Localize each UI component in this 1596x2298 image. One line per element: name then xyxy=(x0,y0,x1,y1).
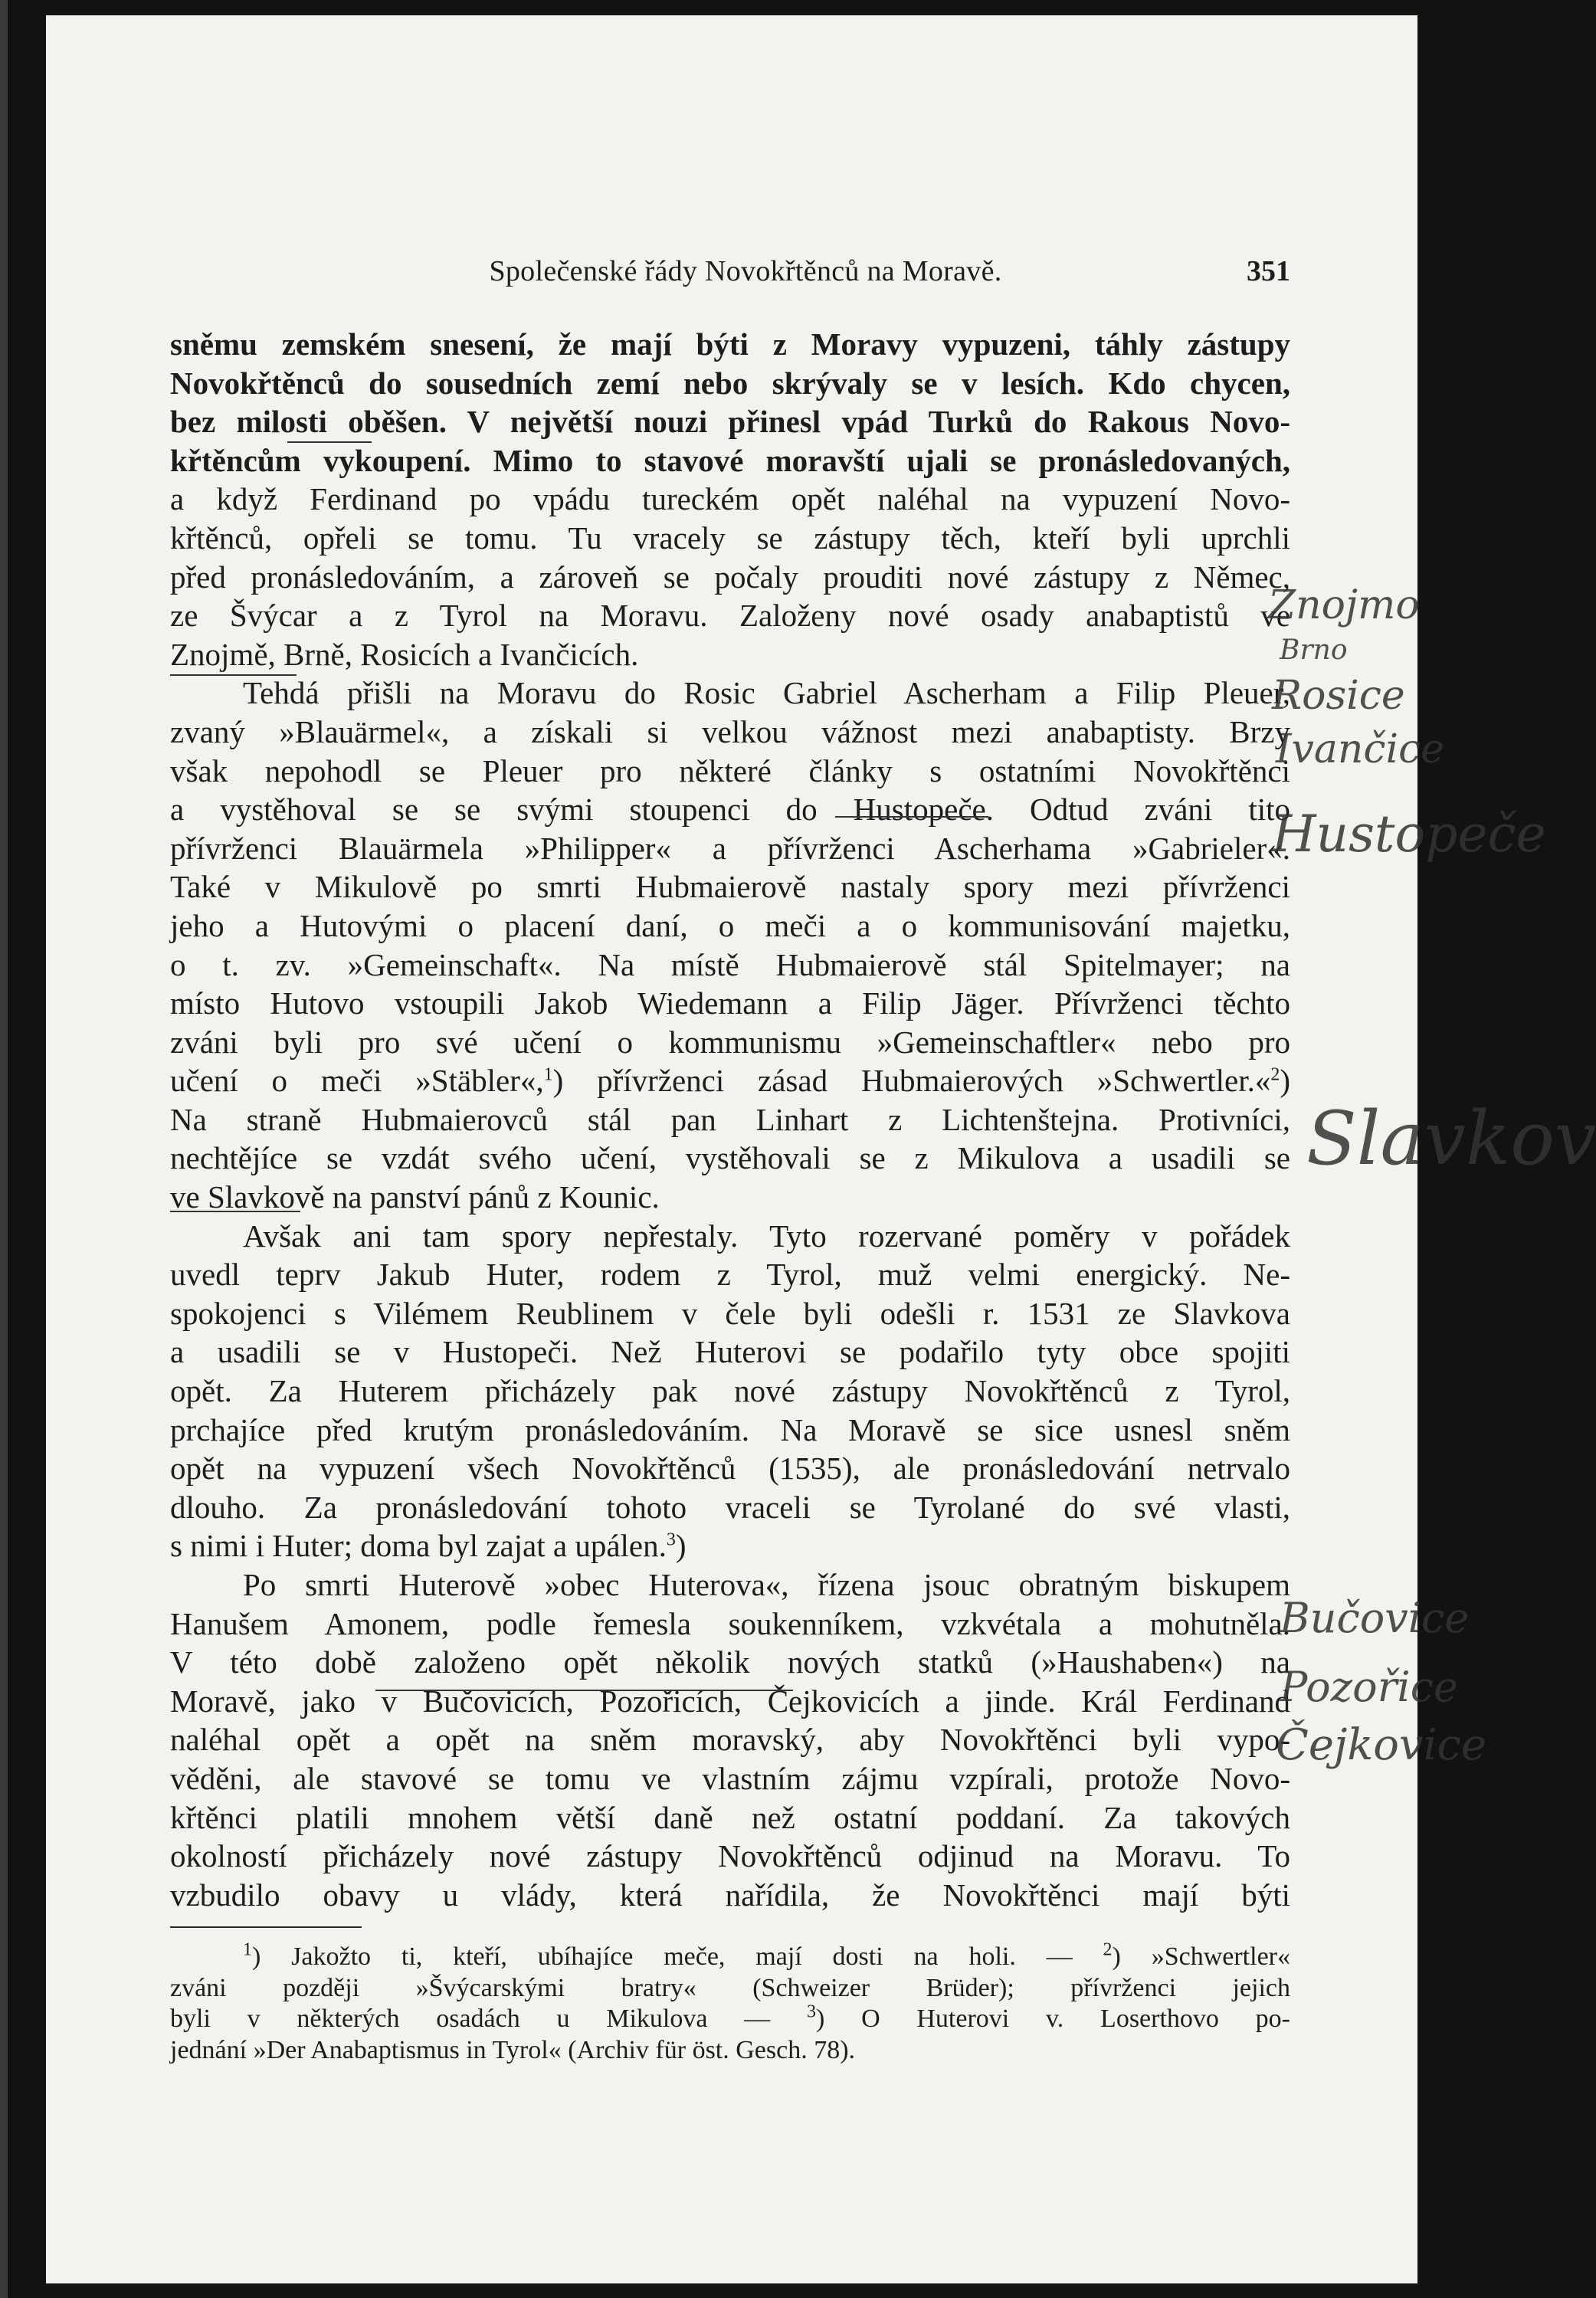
text-line xyxy=(170,519,1290,558)
text-run: sněmu zemském snesení, že mají býti z Moravy vypuzeni, táhly zástupy xyxy=(170,326,1290,362)
margin-note: Znojmo xyxy=(1268,582,1420,628)
text-line xyxy=(170,1217,1290,1256)
text-line xyxy=(170,752,1290,791)
text-line xyxy=(170,1294,1290,1333)
text-line xyxy=(170,1411,1290,1450)
margin-note: Rosice xyxy=(1272,673,1405,719)
text-line xyxy=(170,635,1290,674)
text-run: před pronásledováním, a zároveň se počaly prouditi nové zástupy z Němec, xyxy=(170,559,1290,595)
text-run: s nimi i Huter; doma byl zajat a upálen. xyxy=(170,1528,667,1564)
text-run: prchajíce před krutým pronásledováním. Na Moravě se sice usnesl sněm xyxy=(170,1411,1290,1447)
margin-note: Bučovice xyxy=(1280,1594,1470,1642)
footnote-rule xyxy=(170,1926,362,1928)
margin-note: Slavkov xyxy=(1306,1096,1596,1182)
page-number: 351 xyxy=(1247,255,1290,287)
text-run: ) xyxy=(675,1528,687,1564)
text-run: a vystěhoval se se svými stoupenci do Hustopeče. Odtud zváni tito xyxy=(170,792,1290,828)
text-line xyxy=(170,1061,1290,1100)
text-line xyxy=(170,713,1290,752)
text-line xyxy=(170,1488,1290,1527)
margin-note: Čejkovice xyxy=(1276,1720,1487,1770)
text-run: o t. zv. »Gemeinschaft«. Na místě Hubmaierově stál Spitelmayer; na xyxy=(170,946,1290,982)
text-line xyxy=(170,946,1290,985)
text-run: jeho a Hutovými o placení daní, o meči a o kommunisování majetku, xyxy=(170,907,1290,943)
pencil-underline xyxy=(287,441,372,443)
text-line xyxy=(170,1139,1290,1178)
text-run: a když Ferdinand po vpádu tureckém opět naléhal na vypuzení Novo- xyxy=(170,481,1290,517)
text-block xyxy=(170,254,1290,2066)
text-run: křtěnci platili mnohem větší daně než ostatní poddaní. Za takových xyxy=(170,1799,1290,1835)
text-line xyxy=(170,441,1290,480)
text-run: ) O Huterovi v. Loserthovo po- xyxy=(815,2005,1290,2034)
text-run: uvedl teprv Jakub Huter, rodem z Tyrol, muž velmi energický. Ne- xyxy=(170,1257,1290,1293)
text-line xyxy=(170,1449,1290,1488)
text-run: Hanušem Amonem, podle řemesla soukenníkem, vzkvétala a mohutněla. xyxy=(170,1605,1290,1641)
footnote-ref: 3 xyxy=(806,2002,816,2023)
text-run: však nepohodl se Pleuer pro některé články s ostatními Novokřtěnci xyxy=(170,752,1290,788)
text-run: ze Švýcar a z Tyrol na Moravu. Založeny nové osady anabaptistů ve xyxy=(170,598,1290,634)
text-line xyxy=(170,829,1290,868)
text-run: naléhal opět a opět na sněm moravský, aby Novokřtěnci byli vypo- xyxy=(170,1722,1290,1758)
book-page xyxy=(46,15,1596,2283)
text-run: zvaný »Blauärmel«, a získali si velkou vážnost mezi anabaptisty. Brzy xyxy=(170,713,1290,749)
text-line xyxy=(170,402,1290,441)
text-run: zváni později »Švýcarskými bratry« (Schweizer Brüder); přívrženci jejich xyxy=(170,1973,1290,2002)
text-run: jednání »Der Anabaptismus in Tyrol« (Archiv für öst. Gesch. 78). xyxy=(170,2035,856,2064)
text-line xyxy=(170,1178,1290,1217)
text-line xyxy=(170,1837,1290,1876)
running-head-title: Společenské řády Novokřtěnců na Moravě. xyxy=(489,255,1002,287)
text-line xyxy=(170,1876,1290,1915)
text-run: okolností přicházely nové zástupy Novokřtěnců odjinud na Moravu. To xyxy=(170,1838,1290,1874)
running-head xyxy=(170,254,1290,300)
footnote-ref: 2 xyxy=(1103,1940,1113,1961)
text-run: V této době založeno opět několik nových statků (»Haushaben«) na xyxy=(170,1644,1290,1680)
text-run: Tehdá přišli na Moravu do Rosic Gabriel Ascherham a Filip Pleuer, xyxy=(243,675,1290,711)
footnote-line xyxy=(170,1942,1290,1973)
text-line xyxy=(170,480,1290,519)
text-line xyxy=(170,558,1290,597)
text-run: a usadili se v Hustopeči. Než Huterovi se podařilo tyty obce spojiti xyxy=(170,1334,1290,1370)
text-line xyxy=(170,1333,1290,1372)
text-line xyxy=(170,596,1290,635)
text-line xyxy=(170,1643,1290,1682)
text-line xyxy=(170,1798,1290,1837)
footnote-line xyxy=(170,1973,1290,2005)
margin-note: Brno xyxy=(1280,634,1348,666)
text-run: učení o meči »Stäbler«, xyxy=(170,1063,544,1099)
text-run: přívrženci Blauärmela »Philipper« a přívrženci Ascherhama »Gabrieler«. xyxy=(170,830,1290,866)
text-run: ) Jakožto ti, kteří, ubíhajíce meče, mají dosti na holi. — xyxy=(252,1942,1103,1972)
text-line xyxy=(170,906,1290,946)
text-run: Moravě, jako v Bučovicích, Pozořicích, Čejkovicích a jinde. Král Ferdinand xyxy=(170,1683,1290,1719)
text-line xyxy=(170,1255,1290,1294)
text-line xyxy=(170,674,1290,713)
text-line xyxy=(170,1100,1290,1139)
text-run: bez milosti oběšen. V největší nouzi přinesl vpád Turků do Rakous Novo- xyxy=(170,404,1290,440)
footnotes xyxy=(170,1942,1290,2066)
text-line xyxy=(170,1023,1290,1062)
text-line xyxy=(170,325,1290,364)
text-run: Na straně Hubmaierovců stál pan Linhart z Lichtenštejna. Protivníci, xyxy=(170,1101,1290,1137)
text-run: byli v některých osadách u Mikulova — xyxy=(170,2005,807,2034)
text-run: místo Hutovo vstoupili Jakob Wiedemann a Filip Jäger. Přívrženci těchto xyxy=(170,985,1290,1021)
margin-note: Hustopeče xyxy=(1272,805,1546,864)
margin-note: Pozořice xyxy=(1280,1663,1458,1711)
text-line xyxy=(170,364,1290,403)
text-run: ) xyxy=(1280,1063,1290,1099)
footnote-ref: 3 xyxy=(666,1529,676,1550)
text-line xyxy=(170,1759,1290,1798)
text-run: Po smrti Huterově »obec Huterova«, řízena jsouc obratným biskupem xyxy=(243,1567,1290,1602)
text-line xyxy=(170,1526,1290,1565)
pencil-underline xyxy=(170,1211,300,1212)
text-line xyxy=(170,1565,1290,1605)
pencil-underline xyxy=(375,1690,793,1691)
footnote-line xyxy=(170,2035,1290,2067)
margin-note: Ivančice xyxy=(1276,726,1445,772)
text-run: nechtějíce se vzdát svého učení, vystěhovali se z Mikulova a usadili se xyxy=(170,1140,1290,1176)
footnote-ref: 1 xyxy=(543,1064,553,1085)
text-run: ) přívrženci zásad Hubmaierových »Schwertler.« xyxy=(552,1063,1271,1099)
text-line xyxy=(170,1682,1290,1721)
text-run: ve Slavkově na panství pánů z Kounic. xyxy=(170,1179,660,1215)
text-run: spokojenci s Vilémem Reublinem v čele byli odešli r. 1531 ze Slavkova xyxy=(170,1295,1290,1331)
text-run: křtěncům vykoupení. Mimo to stavové moravští ujali se pronásledovaných, xyxy=(170,442,1290,478)
text-run: opět na vypuzení všech Novokřtěnců (1535), ale pronásledování netrvalo xyxy=(170,1451,1290,1487)
text-line xyxy=(170,984,1290,1023)
text-run: Novokřtěnců do sousedních zemí nebo skrývaly se v lesích. Kdo chycen, xyxy=(170,365,1290,401)
footnote-line xyxy=(170,2004,1290,2035)
text-run: zváni byli pro své učení o kommunismu »Gemeinschaftler« nebo pro xyxy=(170,1024,1290,1060)
text-run: vzbudilo obavy u vlády, která nařídila, že Novokřtěnci mají býti xyxy=(170,1877,1290,1913)
scan-edge xyxy=(0,0,8,2298)
text-run: opět. Za Huterem přicházely pak nové zástupy Novokřtěnců z Tyrol, xyxy=(170,1373,1290,1409)
pencil-underline xyxy=(170,674,297,676)
text-run: věděni, ale stavové se tomu ve vlastním zájmu vzpírali, protože Novo- xyxy=(170,1760,1290,1796)
text-line xyxy=(170,790,1290,829)
text-run: dlouho. Za pronásledování tohoto vraceli se Tyrolané do své vlasti, xyxy=(170,1489,1290,1525)
text-line xyxy=(170,867,1290,906)
text-run: křtěnců, opřeli se tomu. Tu vracely se zástupy těch, kteří byli uprchli xyxy=(170,520,1290,556)
pencil-underline xyxy=(835,816,988,818)
text-run: Také v Mikulově po smrti Hubmaierově nastaly spory mezi přívrženci xyxy=(170,869,1290,905)
body-text xyxy=(170,325,1290,1914)
text-run: Znojmě, Brně, Rosicích a Ivančicích. xyxy=(170,636,639,672)
text-line xyxy=(170,1720,1290,1759)
text-line xyxy=(170,1372,1290,1411)
footnote-ref: 2 xyxy=(1270,1064,1280,1085)
text-line xyxy=(170,1605,1290,1644)
text-run: Avšak ani tam spory nepřestaly. Tyto rozervané poměry v pořádek xyxy=(243,1218,1290,1254)
footnote-ref: 1 xyxy=(243,1940,252,1961)
text-run: ) »Schwertler« xyxy=(1112,1942,1290,1972)
